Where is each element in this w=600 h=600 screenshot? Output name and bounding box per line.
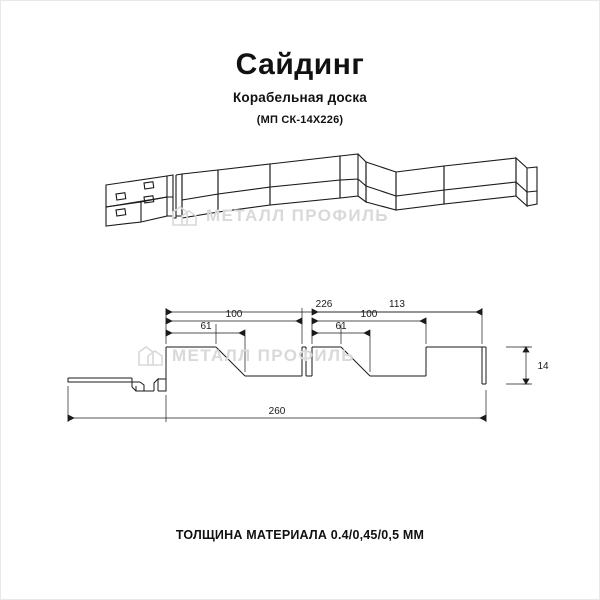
section-svg (40, 290, 560, 460)
dim-100-b: 100 (360, 309, 378, 320)
dim-14: 14 (537, 361, 549, 372)
dim-100-a: 100 (225, 309, 243, 320)
dim-61-a: 61 (200, 321, 212, 332)
dim-226: 226 (315, 299, 333, 310)
watermark-text: МЕТАЛЛ ПРОФИЛЬ (206, 206, 389, 225)
page-title: Сайдинг (235, 48, 365, 81)
dim-260: 260 (268, 406, 286, 417)
dim-61-b: 61 (335, 321, 347, 332)
isometric-panel-view (40, 150, 560, 280)
dim-113: 113 (389, 299, 405, 310)
product-code: (МП СК-14Х226) (256, 114, 344, 126)
material-thickness-note: ТОЛЩИНА МАТЕРИАЛА 0.4/0,45/0,5 ММ (175, 528, 425, 542)
isometric-svg (40, 150, 560, 280)
cross-section-view (40, 290, 560, 460)
watermark-text: МЕТАЛЛ ПРОФИЛЬ (172, 346, 355, 365)
product-subtitle: Корабельная доска (232, 90, 368, 105)
header (0, 48, 600, 126)
